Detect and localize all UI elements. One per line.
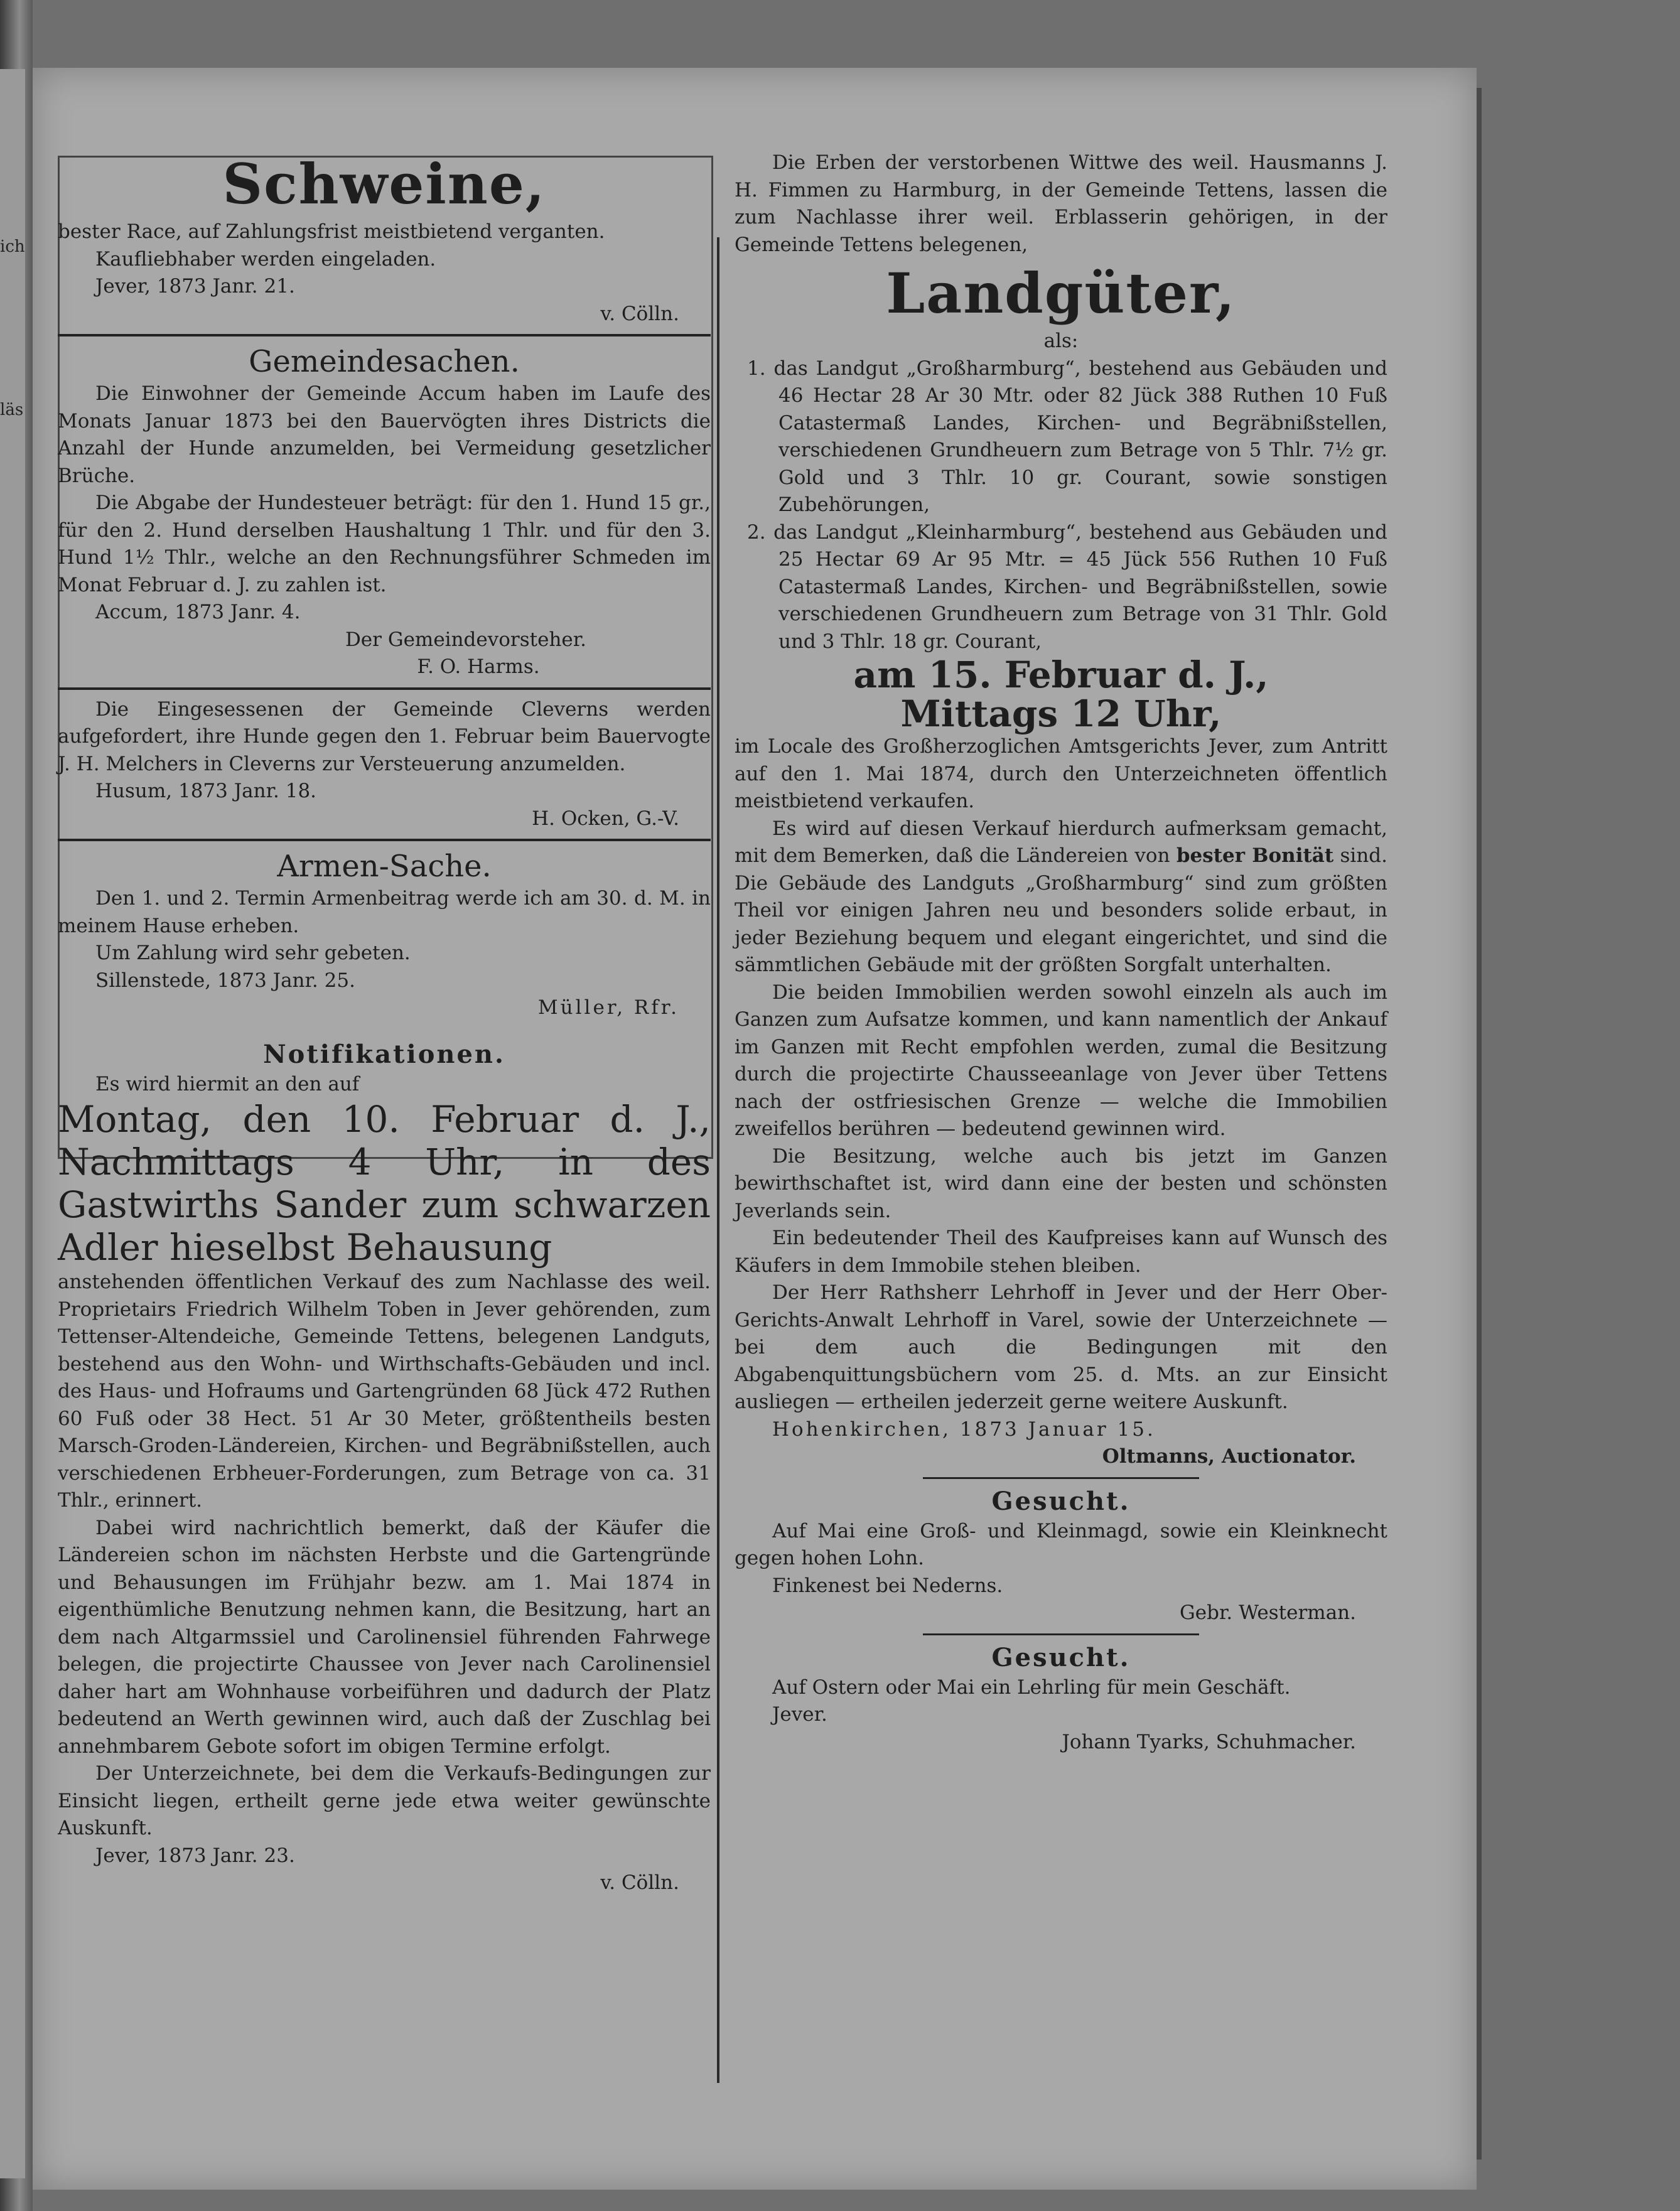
landgueter-item: 1. das Landgut „Großharmburg“, bestehend aus Gebäuden und 46 Hectar 28 Ar 30 Mtr. oder 82 Jück 388 Ruthen 10 Fuß Catastermaß Landes, Kirchen- und Begräbnißstellen, verschiedenen Grundheuern zum Betrage von 5 Thlr. 7½ gr. Gold und 3 Thlr. 10 gr. Courant, sowie sonstigen Zubehörungen,: [747, 357, 1387, 516]
gesucht-paragraph: Auf Mai eine Groß- und Kleinmagd, sowie ein Kleinknecht gegen hohen Lohn.: [735, 1519, 1387, 1569]
notifikationen-intro: Es wird hiermit an den auf: [95, 1072, 360, 1095]
newspaper-page: [33, 68, 1477, 2190]
schweine-ad: [58, 149, 711, 328]
notifikationen-headline: Montag, den 10. Februar d. J., Nachmittags 4 Uhr, in des Gastwirths Sander zum schwarzen Adler hieselbst Behausung: [58, 1098, 711, 1269]
column-divider: [717, 237, 719, 2083]
armen-section: [58, 847, 711, 1022]
section-rule: [923, 1633, 1199, 1635]
landgueter-paragraph: Die beiden Immobilien werden sowohl einzeln als auch im Ganzen zum Aufsatze kommen, und kann namentlich der Ankauf im Ganzen mit Recht empfohlen werden, zumal die Besitzung durch die projectirte Chausseeanlage von Jever über Tettens nach der ostfriesischen Grenze — welche die Immobilien zweifellos berühren — bedeutend gewinnen wird.: [735, 981, 1387, 1140]
landgueter-text: sind. Die Gebäude des Landguts „Großharmburg“ sind zum größten Theil vor einigen Jahren neu und besonders solide erbaut, in jeder Beziehung bequem und elegant eingerichtet, und sind die sämmtlichen Gebäude mit der größten Sorgfalt unterhalten.: [735, 844, 1387, 976]
gesucht-place: Finkenest bei Nederns.: [772, 1574, 1003, 1597]
gemeindesachen-place: Accum, 1873 Janr. 4.: [95, 601, 301, 623]
notifikationen-section: [58, 1038, 711, 1897]
landgueter-date: am 15. Februar d. J.,: [853, 654, 1269, 696]
gesucht-signature: Gebr. Westerman.: [1180, 1601, 1356, 1624]
schweine-line: Jever, 1873 Janr. 21.: [95, 275, 295, 298]
landgueter-paragraph: Die Besitzung, welche auch bis jetzt im Ganzen bewirthschaftet ist, wird dann eine der besten und schönsten Jeverlands sein.: [735, 1144, 1387, 1222]
landgueter-als: als:: [1043, 330, 1079, 352]
clevern-signature: H. Ocken, G.-V.: [532, 807, 679, 830]
gesucht-ad-1: [735, 1485, 1387, 1627]
margin-fragment: läs: [0, 401, 24, 419]
margin-fragment: ich: [0, 237, 25, 256]
notifikationen-signature: v. Cölln.: [600, 1871, 679, 1894]
gesucht-place: Jever.: [772, 1703, 827, 1726]
notifikationen-paragraph: Der Unterzeichnete, bei dem die Verkaufs-Bedingungen zur Einsicht liegen, ertheilt gerne jede etwa weiter gewünschte Auskunft.: [58, 1762, 711, 1839]
landgueter-title: Landgüter,: [886, 261, 1236, 326]
gesucht-paragraph: Auf Ostern oder Mai ein Lehrling für mein Geschäft.: [772, 1676, 1291, 1699]
schweine-title: Schweine,: [222, 151, 546, 217]
gesucht-signature: Johann Tyarks, Schuhmacher.: [1062, 1730, 1356, 1753]
gemeindesachen-paragraph: Die Einwohner der Gemeinde Accum haben im Laufe des Monats Januar 1873 bei den Bauervögten ihres Districts die Anzahl der Hunde anzumelden, bei Vermeidung gesetzlicher Brüche.: [58, 382, 711, 487]
landgueter-paragraph: im Locale des Großherzoglichen Amtsgerichts Jever, zum Antritt auf den 1. Mai 1874, durch den Unterzeichneten öffentlich meistbietend verkaufen.: [735, 735, 1387, 812]
gesucht-title: Gesucht.: [991, 1642, 1131, 1672]
landgueter-paragraph: Der Herr Rathsherr Lehrhoff in Jever und der Herr Ober-Gerichts-Anwalt Lehrhoff in Varel, sowie der Unterzeichnete — bei dem auch die Bedingungen mit den Abgabenquittungsbüchern vom 25. d. Mts. an zur Einsicht ausliegen — ertheilen jederzeit gerne weitere Auskunft.: [735, 1281, 1387, 1413]
landgueter-text: Es wird auf diesen Verkauf hierdurch aufmerksam gemacht, mit dem Bemerken, daß die Ländereien von: [735, 817, 1387, 867]
landgueter-emphasis: bester Bonität: [1176, 844, 1334, 867]
gemeindesachen-sig: Der Gemeindevorsteher.: [345, 628, 587, 651]
facing-page-edge: [0, 69, 25, 2178]
section-rule: [58, 687, 711, 690]
landgueter-paragraph: Ein bedeutender Theil des Kaufpreises kann auf Wunsch des Käufers in dem Immobile stehen bleiben.: [735, 1227, 1387, 1277]
left-column: [58, 149, 711, 1897]
landgueter-time: Mittags 12 Uhr,: [900, 692, 1222, 735]
gemeindesachen-sig: F. O. Harms.: [417, 655, 540, 678]
gemeindesachen-paragraph: Die Abgabe der Hundesteuer beträgt: für den 1. Hund 15 gr., für den 2. Hund derselben Haushaltung 1 Thlr. und für den 3. Hund 1½ Thlr., welche an den Rechnungsführer Schmeden im Monat Februar d. J. zu zahlen ist.: [58, 492, 711, 596]
landgueter-paragraph: [735, 815, 1387, 979]
clevern-notice: [58, 696, 711, 833]
schweine-line: bester Race, auf Zahlungsfrist meistbietend verganten.: [58, 220, 605, 243]
notifikationen-place: Jever, 1873 Janr. 23.: [95, 1844, 295, 1867]
landgueter-ad: [735, 149, 1387, 1471]
armen-title: Armen-Sache.: [277, 849, 492, 884]
armen-paragraph: Um Zahlung wird sehr gebeten.: [95, 942, 411, 964]
clevern-paragraph: Die Eingesessenen der Gemeinde Cleverns werden aufgefordert, ihre Hunde gegen den 1. Februar beim Bauervogte J. H. Melchers in Cleverns zur Versteuerung anzumelden.: [58, 697, 711, 775]
section-rule: [58, 334, 711, 336]
gemeindesachen-section: [58, 343, 711, 681]
gesucht-ad-2: [735, 1642, 1387, 1756]
section-rule: [58, 839, 711, 841]
armen-place: Sillenstede, 1873 Janr. 25.: [95, 969, 355, 992]
landgueter-signature: Oltmanns, Auctionator.: [1102, 1445, 1356, 1468]
notifikationen-title: Notifikationen.: [263, 1039, 505, 1069]
right-column: [735, 149, 1387, 1756]
notifikationen-paragraph: anstehenden öffentlichen Verkauf des zum Nachlasse des weil. Proprietairs Friedrich Wilhelm Toben in Jever gehörenden, zum Tettenser-Altendeiche, Gemeinde Tettens, belegenen Landguts, bestehend aus den Wohn- und Wirthschafts-Gebäuden und incl. des Haus- und Hofraums und Gartengründen 68 Jück 472 Ruthen 60 Fuß oder 38 Hect. 51 Ar 30 Meter, größtentheils besten Marsch-Groden-Ländereien, Kirchen- und Begräbnißstellen, auch verschiedenen Erbheuer-Forderungen, zum Betrage von ca. 31 Thlr., erinnert.: [58, 1271, 711, 1512]
gesucht-title: Gesucht.: [991, 1486, 1131, 1516]
landgueter-intro: Die Erben der verstorbenen Wittwe des weil. Hausmanns J. H. Fimmen zu Harmburg, in der Gemeinde Tettens, lassen die zum Nachlasse ihrer weil. Erblasserin gehörigen, in der Gemeinde Tettens belegenen,: [735, 151, 1387, 256]
clevern-place: Husum, 1873 Janr. 18.: [95, 780, 317, 802]
armen-paragraph: Den 1. und 2. Termin Armenbeitrag werde ich am 30. d. M. in meinem Hause erheben.: [58, 887, 711, 937]
notifikationen-paragraph: Dabei wird nachrichtlich bemerkt, daß der Käufer die Ländereien schon im nächsten Herbste und die Gartengründe und Behausungen im Frühjahr bezw. am 1. Mai 1874 in eigenthümliche Benutzung nehmen kann, die Besitzung, hart an dem nach Altgarmssiel und Carolinensiel führenden Fahrwege belegen, die projectirte Chaussee von Jever nach Carolinensiel daher hart am Wohnhause vorbeiführen und dadurch der Platz bedeutend an Werth gewinnen wird, auch daß der Zuschlag bei annehmbarem Gebote sofort im obigen Termine erfolgt.: [58, 1516, 711, 1758]
landgueter-place: Hohenkirchen, 1873 Januar 15.: [772, 1418, 1156, 1441]
landgueter-item: 2. das Landgut „Kleinharmburg“, bestehend aus Gebäuden und 25 Hectar 69 Ar 95 Mtr. = 45 Jück 556 Ruthen 10 Fuß Catastermaß Landes, Kirchen- und Begräbnißstellen, sowie verschiedenen Grundheuern zum Betrage von 31 Thlr. Gold und 3 Thlr. 18 gr. Courant,: [747, 520, 1387, 653]
schweine-line: Kaufliebhaber werden eingeladen.: [95, 247, 436, 271]
gemeindesachen-title: Gemeindesachen.: [249, 344, 520, 379]
schweine-signature: v. Cölln.: [600, 302, 679, 325]
armen-signature: Müller, Rfr.: [537, 996, 679, 1019]
section-rule: [923, 1477, 1199, 1479]
